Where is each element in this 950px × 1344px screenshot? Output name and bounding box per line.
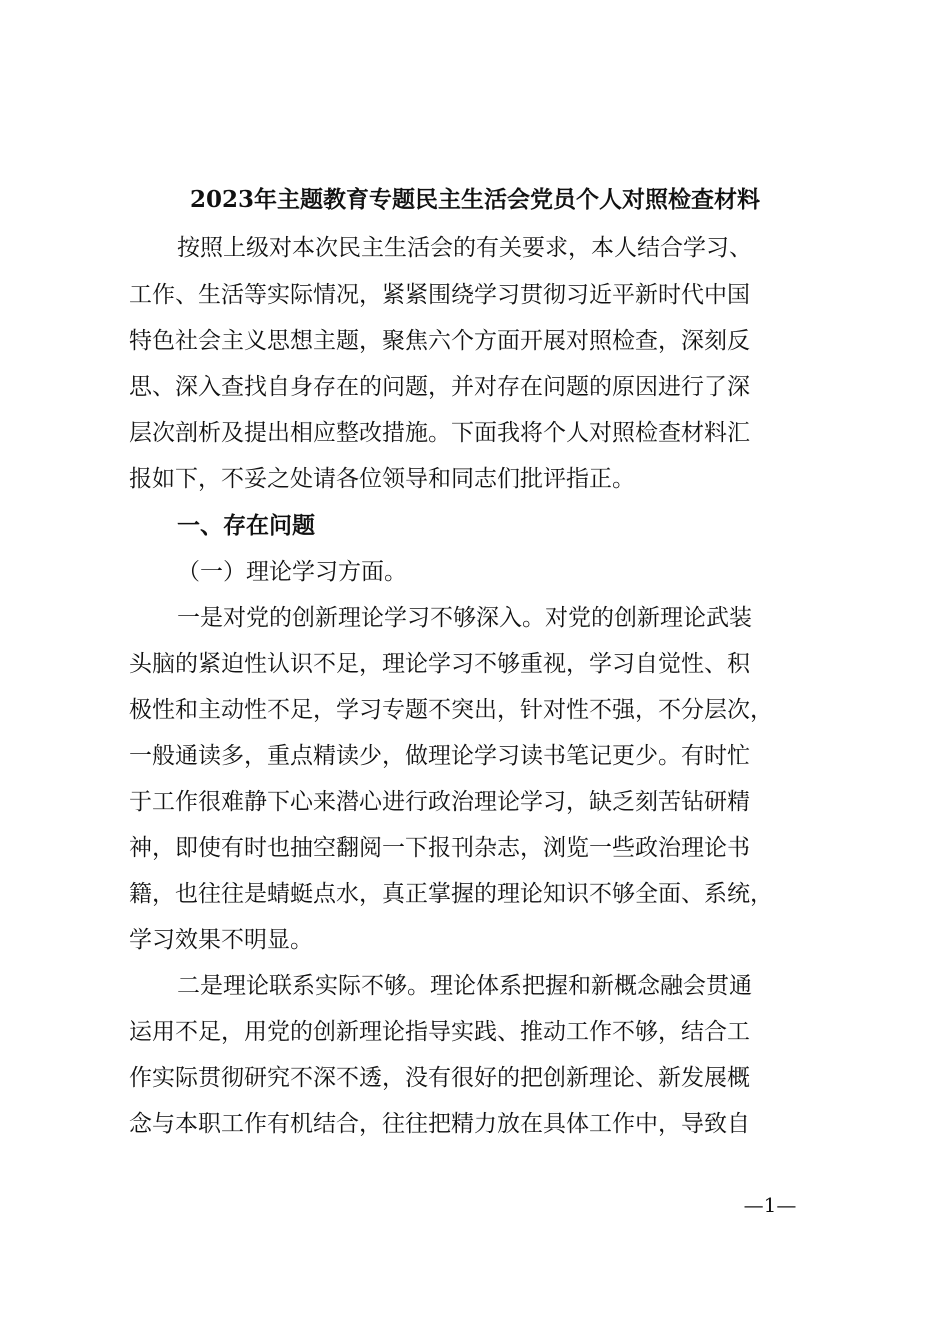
paragraph-line: 一是对党的创新理论学习不够深入。对党的创新理论武装 — [177, 605, 752, 631]
intro-line: 工作、生活等实际情况，紧紧围绕学习贯彻习近平新时代中国 — [129, 282, 750, 308]
paragraph-line: 籍，也往往是蜻蜓点水，真正掌握的理论知识不够全面、系统， — [129, 881, 773, 907]
paragraph-line: 念与本职工作有机结合，往往把精力放在具体工作中，导致自 — [129, 1111, 750, 1137]
intro-line: 特色社会主义思想主题，聚焦六个方面开展对照检查，深刻反 — [129, 328, 750, 354]
paragraph-line: 作实际贯彻研究不深不透，没有很好的把创新理论、新发展概 — [129, 1065, 750, 1091]
page-number: —1— — [743, 1193, 797, 1217]
intro-line: 按照上级对本次民主生活会的有关要求，本人结合学习、 — [177, 235, 752, 261]
paragraph-line: 头脑的紧迫性认识不足，理论学习不够重视，学习自觉性、积 — [129, 651, 750, 677]
paragraph-line: 于工作很难静下心来潜心进行政治理论学习，缺乏刻苦钻研精 — [129, 789, 750, 815]
paragraph-line: 一般通读多，重点精读少，做理论学习读书笔记更少。有时忙 — [129, 743, 750, 769]
intro-line: 报如下，不妥之处请各位领导和同志们批评指正。 — [129, 466, 635, 492]
intro-line: 层次剖析及提出相应整改措施。下面我将个人对照检查材料汇 — [129, 420, 750, 446]
paragraph-line: 极性和主动性不足，学习专题不突出，针对性不强，不分层次， — [129, 697, 773, 723]
section-heading: 一、存在问题 — [177, 512, 315, 539]
paragraph-line: 二是理论联系实际不够。理论体系把握和新概念融会贯通 — [177, 973, 752, 999]
intro-line: 思、深入查找自身存在的问题，并对存在问题的原因进行了深 — [129, 374, 750, 400]
document-title: 2023年主题教育专题民主生活会党员个人对照检查材料 — [189, 186, 760, 213]
subsection-heading: （一）理论学习方面。 — [177, 559, 407, 585]
paragraph-line: 学习效果不明显。 — [129, 927, 313, 953]
paragraph-line: 运用不足，用党的创新理论指导实践、推动工作不够，结合工 — [129, 1019, 750, 1045]
paragraph-line: 神，即使有时也抽空翻阅一下报刊杂志，浏览一些政治理论书 — [129, 835, 750, 861]
